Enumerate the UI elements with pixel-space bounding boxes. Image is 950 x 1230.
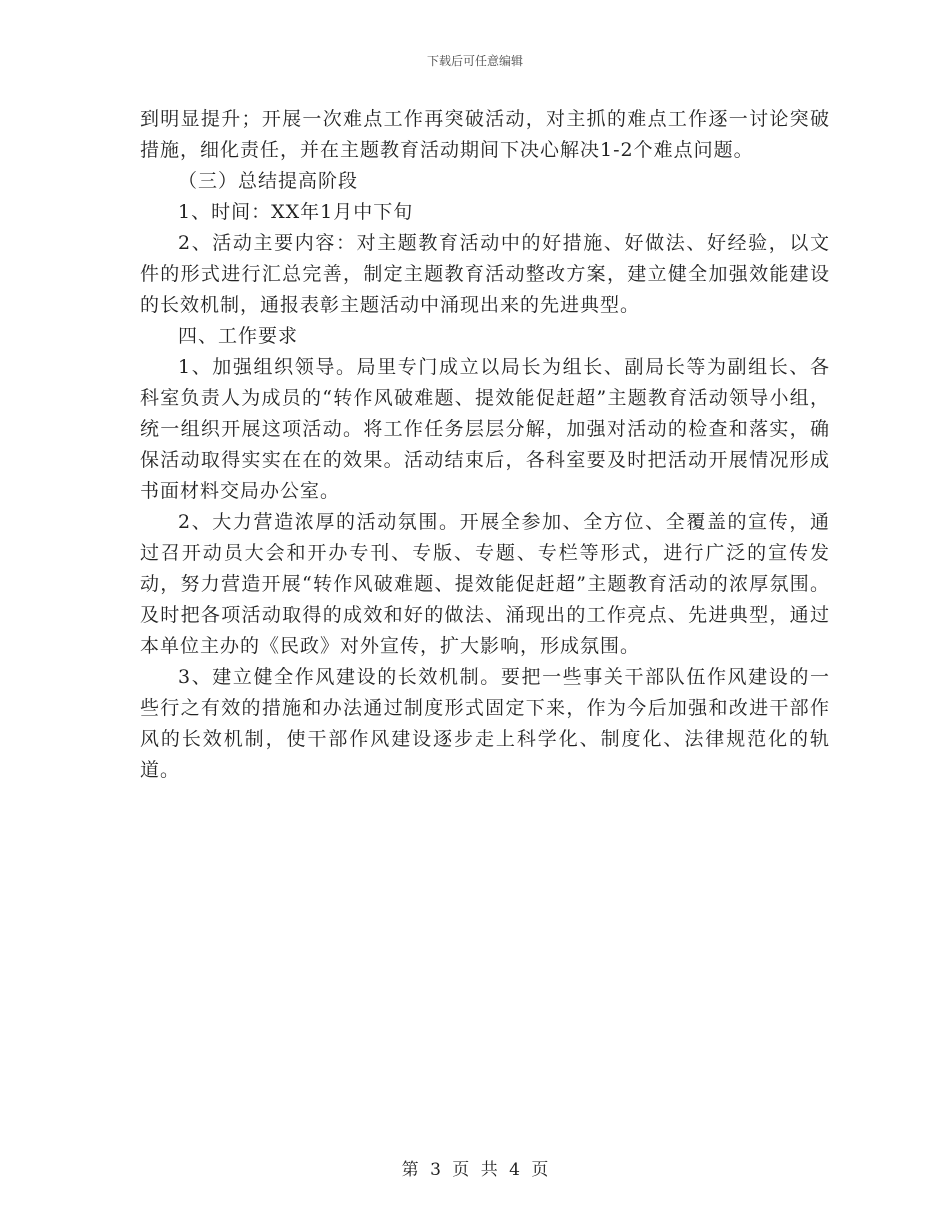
paragraph-requirement-2: 2、大力营造浓厚的活动氛围。开展全参加、全方位、全覆盖的宣传，通过召开动员大会和开办专刊、专版、专题、专栏等形式，进行广泛的宣传发动，努力营造开展“转作风破难题、提效能促赶超”主题教育活动的浓厚氛围。及时把各项活动取得的成效和好的做法、涌现出的工作亮点、先进典型，通过本单位主办的《民政》对外宣传，扩大影响，形成氛围。	[140, 511, 830, 657]
section-heading-work-requirements: 四、工作要求	[178, 325, 299, 347]
paragraph-requirement-3: 3、建立健全作风建设的长效机制。要把一些事关干部队伍作风建设的一些行之有效的措施和办法通过制度形式固定下来，作为今后加强和改进干部作风的长效机制，使干部作风建设逐步走上科学化、制度化、法律规范化的轨道。	[140, 666, 830, 781]
paragraph-continuation: 到明显提升；开展一次难点工作再突破活动，对主抓的难点工作逐一讨论突破措施，细化责任，并在主题教育活动期间下决心解决1-2个难点问题。	[140, 108, 830, 161]
page-footer: 第 3 页 共 4 页	[401, 1160, 549, 1180]
page-header: 下载后可任意编辑	[426, 54, 523, 68]
paragraph-time: 1、时间：XX年1月中下旬	[178, 201, 414, 223]
section-heading-summary-stage: （三）总结提高阶段	[178, 170, 359, 192]
paragraph-main-content: 2、活动主要内容：对主题教育活动中的好措施、好做法、好经验，以文件的形式进行汇总完善，制定主题教育活动整改方案，建立健全加强效能建设的长效机制，通报表彰主题活动中涌现出来的先进典型。	[140, 232, 830, 316]
document-body	[140, 104, 830, 786]
paragraph-requirement-1: 1、加强组织领导。局里专门成立以局长为组长、副局长等为副组长、各科室负责人为成员的“转作风破难题、提效能促赶超”主题教育活动领导小组，统一组织开展这项活动。将工作任务层层分解，加强对活动的检查和落实，确保活动取得实实在在的效果。活动结束后，各科室要及时把活动开展情况形成书面材料交局办公室。	[140, 356, 830, 502]
